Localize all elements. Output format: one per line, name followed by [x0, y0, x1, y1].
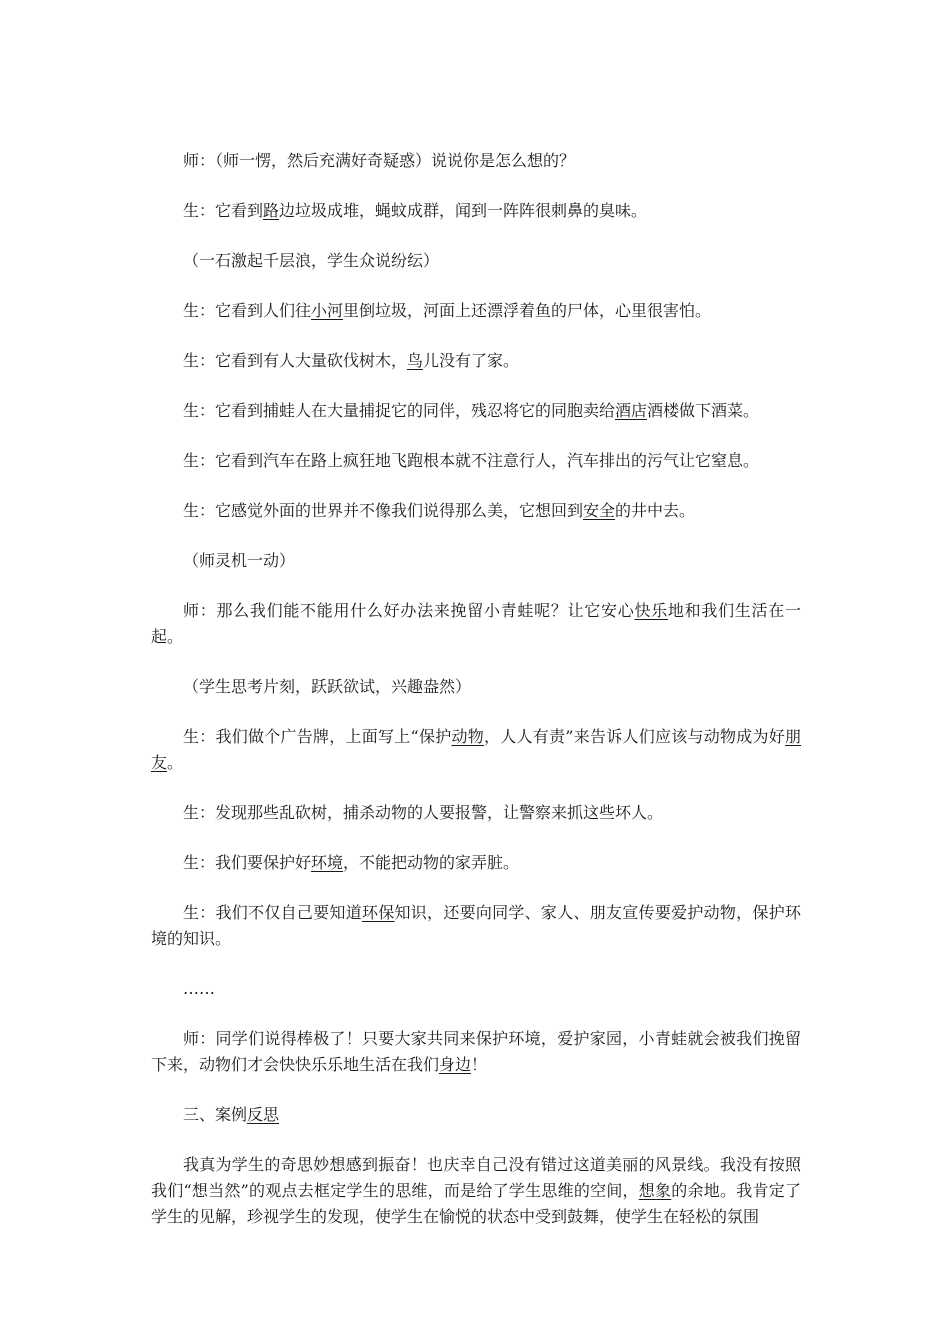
text-run: 师：同学们说得棒极了！只要大家共同来保护环境，爱护家园，小青蛙就会被我们挽留下来，动物们才会快快乐乐地生活在我们 — [151, 1029, 801, 1074]
paragraph — [151, 448, 801, 474]
paragraph — [151, 348, 801, 374]
text-run: 的余地。我肯定了学生的见解，珍视学生的发现，使学生在愉悦的状态中受到鼓舞，使学生在轻松的氛围 — [151, 1181, 801, 1226]
text-run: 地和我们生活在一起。 — [151, 601, 801, 646]
paragraph — [151, 248, 801, 274]
text-run: 生：它看到捕蛙人在大量捕捉它的同伴，残忍将它的同胞卖给 — [183, 401, 616, 420]
document-body — [151, 148, 801, 1254]
underlined-text: 环保 — [361, 903, 395, 922]
text-run: 生：它感觉外面的世界并不像我们说得那么美，它想回到 — [183, 501, 584, 520]
paragraph — [151, 598, 801, 650]
underlined-text: 鸟 — [407, 351, 424, 370]
underlined-text: 路 — [263, 201, 280, 220]
text-run: 知识，还要向同学、家人、朋友宣传要爱护动物，保护环境的知识。 — [151, 903, 801, 948]
underlined-text: 快乐 — [634, 601, 668, 620]
text-run: 的井中去。 — [615, 501, 696, 520]
text-run: 生：它看到人们往 — [183, 301, 312, 320]
text-run: 师：（师一愣，然后充满好奇疑惑）说说你是怎么想的？ — [183, 151, 576, 170]
paragraph — [151, 724, 801, 776]
text-run: 生：它看到汽车在路上疯狂地飞跑根本就不注意行人，汽车排出的污气让它窒息。 — [183, 451, 760, 470]
paragraph — [151, 1026, 801, 1078]
paragraph — [151, 398, 801, 424]
paragraph — [151, 148, 801, 174]
paragraph — [151, 1102, 801, 1128]
paragraph — [151, 298, 801, 324]
underlined-text: 动物 — [451, 727, 484, 746]
text-run: 我真为学生的奇思妙想感到振奋！也庆幸自己没有错过这道美丽的风景线。我没有按照我们“想当然”的观点去框定学生的思维，而是给了学生思维的空间， — [151, 1155, 801, 1200]
paragraph — [151, 900, 801, 952]
text-run: ！ — [471, 1055, 488, 1074]
text-run: 里倒垃圾，河面上还漂浮着鱼的尸体，心里很害怕。 — [343, 301, 712, 320]
paragraph — [151, 1152, 801, 1230]
underlined-text: 小河 — [311, 301, 344, 320]
text-run: （一石激起千层浪，学生众说纷纭） — [183, 251, 440, 270]
underlined-text: 环境 — [311, 853, 344, 872]
text-run: 酒楼做下酒菜。 — [647, 401, 760, 420]
text-run: 生：我们做个广告牌，上面写上“保护 — [183, 727, 452, 746]
text-run: （学生思考片刻，跃跃欲试，兴趣盎然） — [183, 677, 472, 696]
underlined-text: 身边 — [439, 1055, 472, 1074]
text-run: 生：它看到 — [183, 201, 264, 220]
paragraph — [151, 674, 801, 700]
underlined-text: 想象 — [638, 1181, 672, 1200]
text-run: …… — [183, 979, 215, 998]
paragraph — [151, 850, 801, 876]
text-run: 儿没有了家。 — [423, 351, 520, 370]
paragraph — [151, 198, 801, 224]
text-run: 生：发现那些乱砍树，捕杀动物的人要报警，让警察来抓这些坏人。 — [183, 803, 664, 822]
text-run: 。 — [167, 753, 184, 772]
text-run: 生：我们要保护好 — [183, 853, 312, 872]
text-run: 生：我们不仅自己要知道 — [183, 903, 362, 922]
underlined-text: 安全 — [583, 501, 616, 520]
text-run: 生：它看到有人大量砍伐树木， — [183, 351, 408, 370]
underlined-text: 酒店 — [615, 401, 648, 420]
paragraph — [151, 498, 801, 524]
text-run: 师：那么我们能不能用什么好办法来挽留小青蛙呢？让它安心 — [183, 601, 635, 620]
paragraph — [151, 976, 801, 1002]
text-run: 边垃圾成堆，蝇蚊成群，闻到一阵阵很刺鼻的臭味。 — [279, 201, 648, 220]
text-run: ，不能把动物的家弄脏。 — [343, 853, 520, 872]
text-run: ，人人有责”来告诉人们应该与动物成为好 — [484, 727, 785, 746]
underlined-text: 朋友 — [151, 727, 801, 772]
paragraph — [151, 548, 801, 574]
underlined-text: 反思 — [247, 1105, 280, 1124]
paragraph — [151, 800, 801, 826]
text-run: （师灵机一动） — [183, 551, 296, 570]
text-run: 三、案例 — [183, 1105, 248, 1124]
